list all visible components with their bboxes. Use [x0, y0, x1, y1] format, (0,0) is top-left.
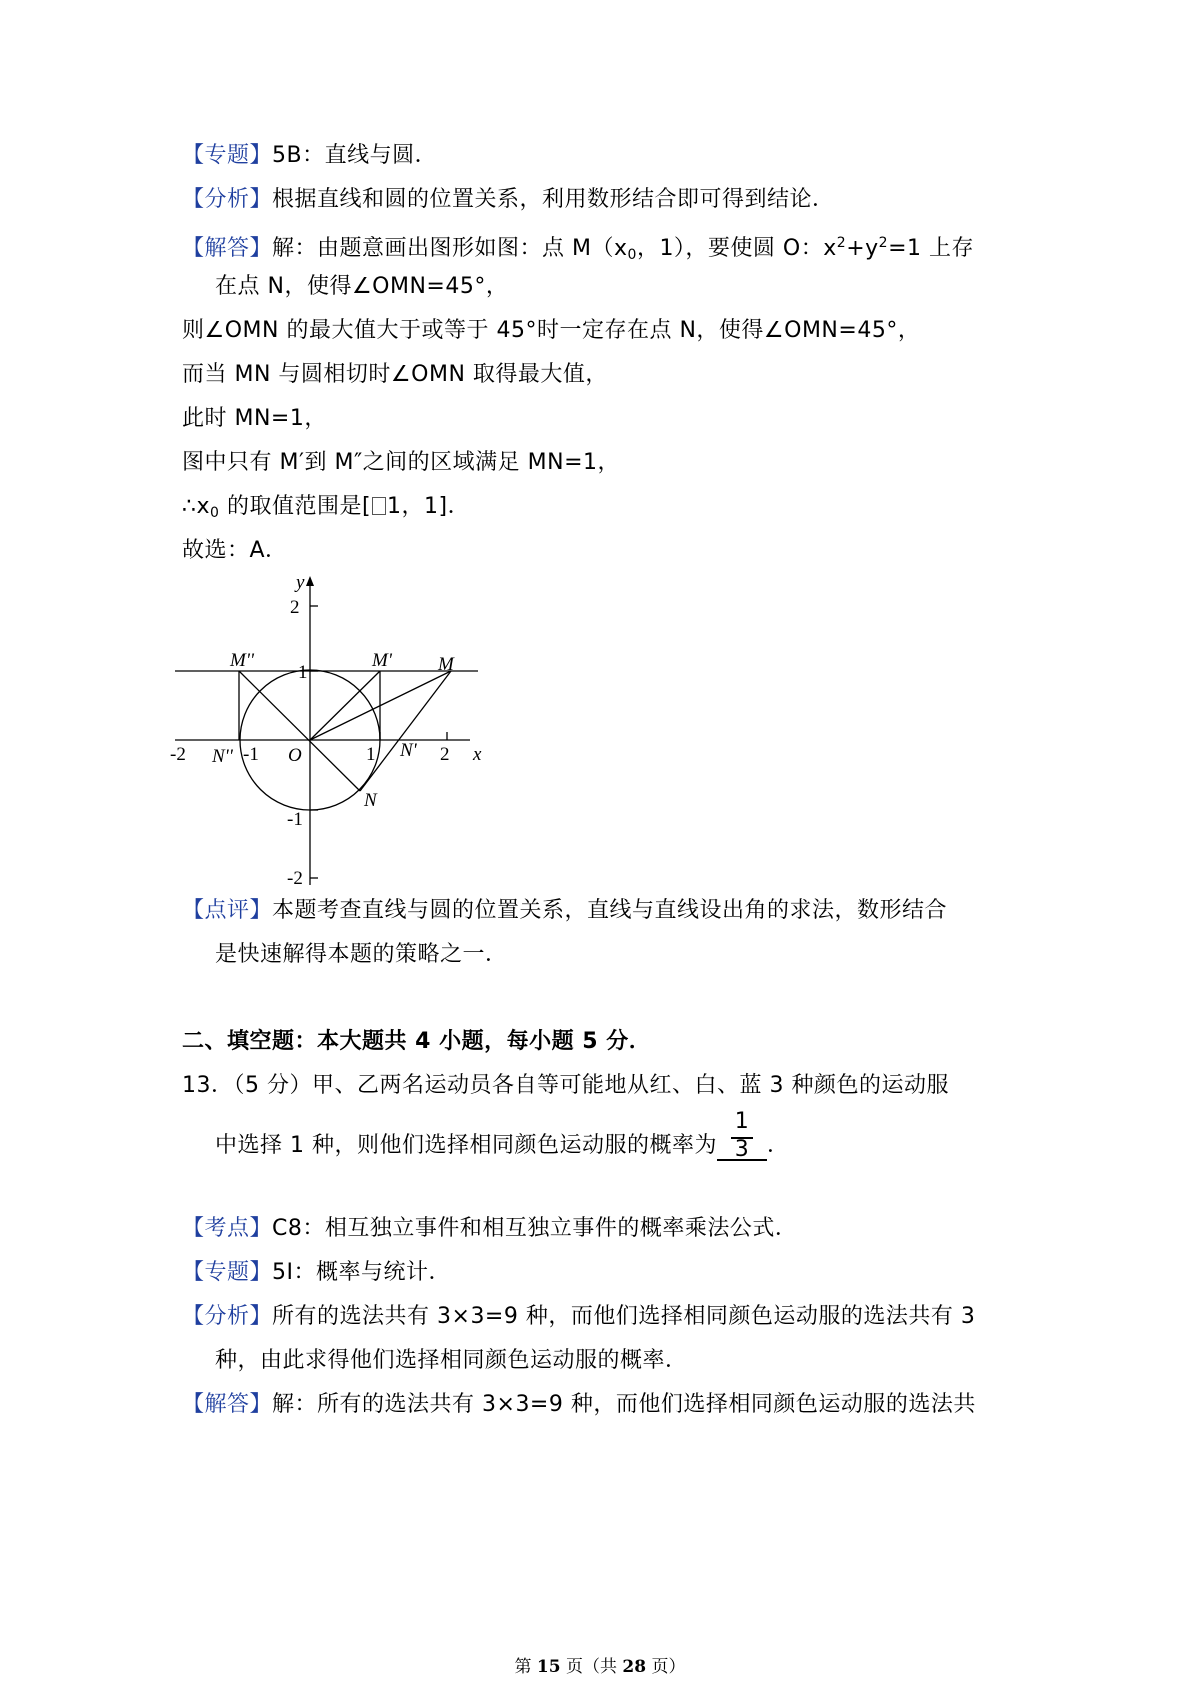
y-tick-label-neg2: -2	[287, 868, 303, 889]
point-label-n1: N'	[400, 740, 417, 761]
answer2-line-1	[182, 1390, 976, 1420]
footer-text: 第	[514, 1657, 537, 1677]
page-total: 28	[622, 1657, 647, 1677]
answer-line-2: 在点 N，使得∠OMN=45°，	[215, 274, 509, 299]
y-tick-label-2: 2	[290, 597, 300, 618]
point-label-m2: M''	[230, 650, 254, 671]
point-text: C8：相互独立事件和相互独立事件的概率乘法公式．	[272, 1216, 798, 1241]
y-tick-label-1: 1	[298, 662, 308, 683]
answer-text: +y	[846, 236, 879, 261]
answer-text: ∴x	[182, 494, 211, 519]
q13-tail: ．	[767, 1133, 790, 1158]
footer-text: 页（共	[560, 1657, 623, 1677]
q13-line-1: 13．（5 分）甲、乙两名运动员各自等可能地从红、白、蓝 3 种颜色的运动服	[182, 1073, 949, 1098]
segment-m-n	[360, 671, 451, 791]
x-tick-label-neg1: -1	[243, 744, 259, 765]
analysis2-text: 所有的选法共有 3×3=9 种，而他们选择相同颜色运动服的选法共有 3	[272, 1304, 976, 1329]
y-tick-label-neg1: -1	[287, 809, 303, 830]
missing-glyph-icon	[372, 497, 386, 515]
review-text: 本题考查直线与圆的位置关系，直线与直线设出角的求法，数形结合	[272, 898, 948, 923]
topic-tag: 【专题】	[182, 143, 273, 168]
answer-blank-underline	[717, 1159, 767, 1161]
page-footer	[0, 1652, 1200, 1677]
answer-text: =1 上存	[888, 236, 974, 261]
answer-tag: 【解答】	[182, 236, 273, 261]
x-axis-label: x	[473, 744, 482, 765]
segment-m2-n	[239, 671, 360, 791]
x-tick-label-2: 2	[440, 744, 450, 765]
answer-line-8: 故选：A．	[182, 538, 288, 563]
topic2-tag: 【专题】	[182, 1260, 273, 1285]
q13-text: 中选择 1 种，则他们选择相同颜色运动服的概率为	[215, 1133, 717, 1158]
analysis-text: 根据直线和圆的位置关系，利用数形结合即可得到结论．	[272, 187, 835, 212]
answer-fraction	[717, 1109, 767, 1164]
answer-text: 的取值范围是[	[219, 494, 372, 519]
answer-text: ，1），要使圆 O：x	[636, 236, 837, 261]
point-line	[182, 1214, 797, 1244]
subscript: 0	[210, 505, 220, 521]
topic2-line	[182, 1258, 451, 1288]
superscript: 2	[878, 235, 889, 251]
analysis2-tag: 【分析】	[182, 1304, 273, 1329]
topic-line	[182, 141, 437, 171]
point-label-n2: N''	[212, 746, 233, 767]
answer-line-6: 图中只有 M′到 M″之间的区域满足 MN=1，	[182, 450, 621, 475]
circle-line-figure	[170, 570, 510, 900]
fraction-numerator: 1	[734, 1109, 750, 1134]
fraction-denominator: 3	[734, 1137, 750, 1162]
superscript: 2	[836, 235, 847, 251]
answer2-tag: 【解答】	[182, 1392, 273, 1417]
answer-text: 1，1]．	[387, 494, 471, 519]
analysis2-line-2: 种，由此求得他们选择相同颜色运动服的概率．	[215, 1348, 688, 1373]
analysis2-line-1	[182, 1302, 975, 1332]
y-axis-arrow	[306, 576, 314, 586]
review-line-1	[182, 896, 947, 926]
point-label-m: M	[438, 654, 454, 675]
answer-line-3: 则∠OMN 的最大值大于或等于 45°时一定存在点 N，使得∠OMN=45°，	[182, 318, 921, 343]
review-tag: 【点评】	[182, 898, 273, 923]
footer-text: 页）	[646, 1657, 686, 1677]
topic-text: 5B：直线与圆．	[272, 143, 438, 168]
analysis-line	[182, 185, 835, 215]
section-heading: 二、填空题：本大题共 4 小题，每小题 5 分．	[182, 1029, 652, 1054]
q13-line-2	[215, 1109, 790, 1164]
point-label-m1: M'	[372, 650, 392, 671]
y-axis-label: y	[296, 572, 305, 593]
topic2-text: 5I：概率与统计．	[272, 1260, 452, 1285]
x-tick-label-neg2: -2	[170, 744, 186, 765]
page-number: 15	[536, 1657, 561, 1677]
subscript: 0	[627, 247, 637, 263]
answer-line-4: 而当 MN 与圆相切时∠OMN 取得最大值，	[182, 362, 608, 387]
review-line-2: 是快速解得本题的策略之一．	[215, 942, 508, 967]
answer-line-1	[182, 228, 974, 270]
segment-o-m1	[310, 671, 380, 740]
answer-text: 解：由题意画出图形如图：点 M（x	[272, 236, 628, 261]
answer2-text: 解：所有的选法共有 3×3=9 种，而他们选择相同颜色运动服的选法共	[272, 1392, 976, 1417]
answer-line-7	[182, 492, 470, 528]
point-tag: 【考点】	[182, 1216, 273, 1241]
origin-label: O	[288, 745, 302, 766]
analysis-tag: 【分析】	[182, 187, 273, 212]
point-label-n: N	[364, 790, 377, 811]
x-tick-label-1: 1	[366, 744, 376, 765]
answer-line-5: 此时 MN=1，	[182, 406, 327, 431]
